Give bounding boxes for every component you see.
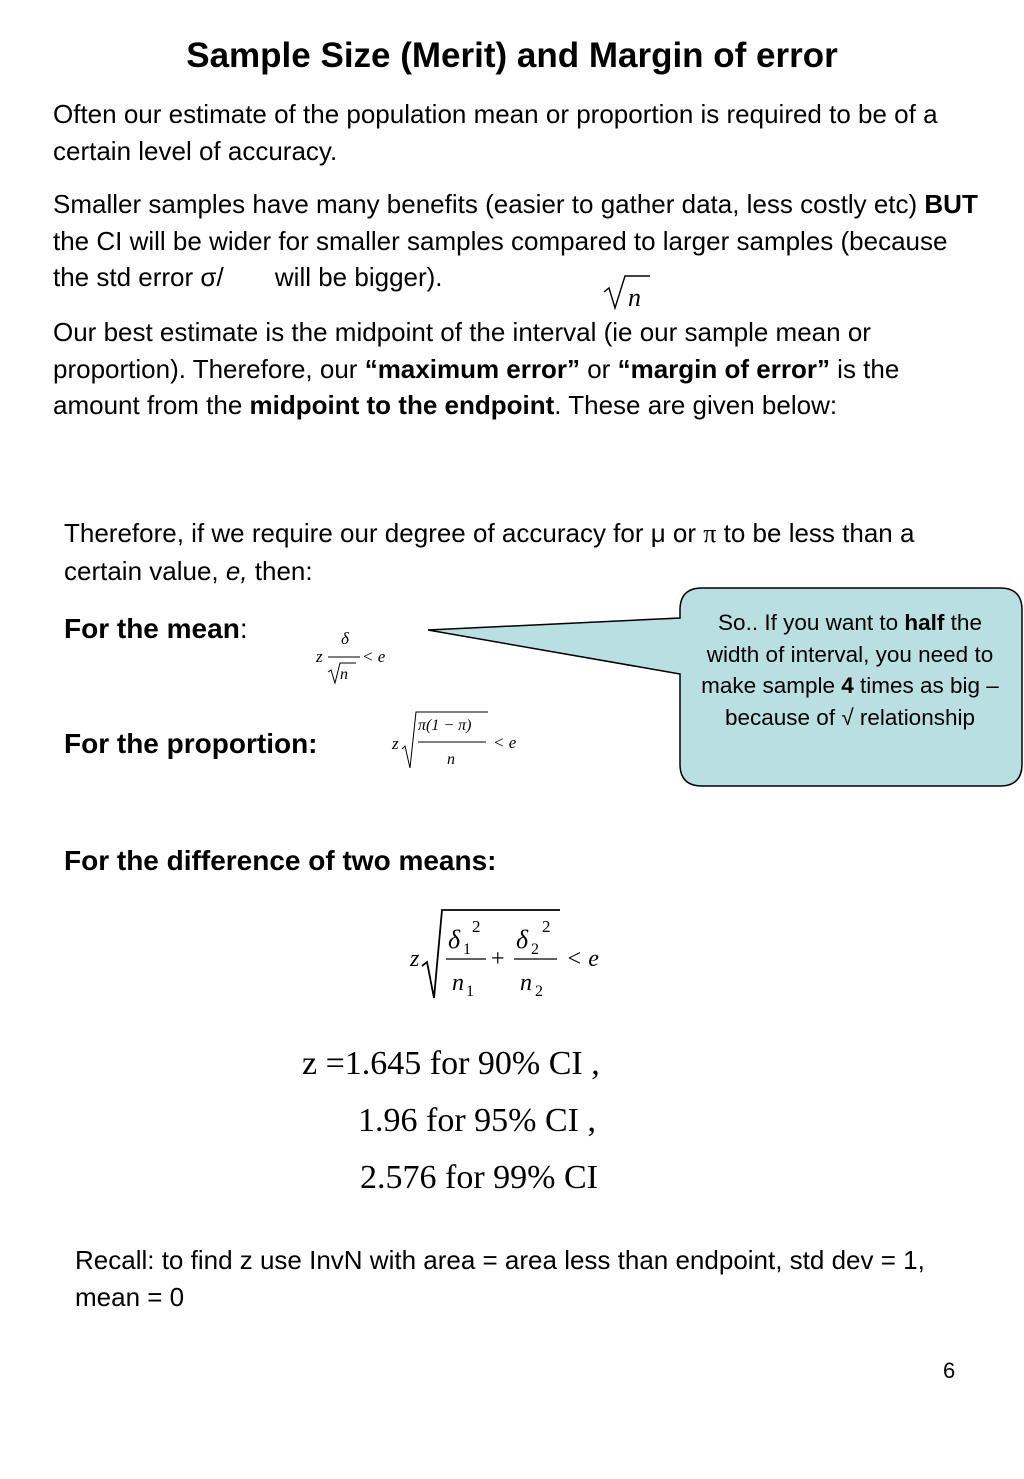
callout-text [692, 607, 1008, 733]
intro-p3-text: Our best estimate is the midpoint of the interval (ie our sample mean or proportion). Therefore, our [53, 317, 871, 384]
callout-text-2: the width of interval, you need to make sample [701, 610, 994, 698]
accuracy-pi: π [703, 519, 717, 548]
accuracy-statement [64, 515, 964, 589]
difference-n-1: n [452, 970, 464, 996]
proportion-formula [386, 706, 536, 772]
proportion-label: For the proportion: [64, 728, 318, 759]
mean-formula-rel: < e [362, 647, 386, 666]
intro-p2-text: Smaller samples have many benefits (easier to gather data, less costly etc) [53, 189, 925, 219]
z-value-line-2: 1.96 for 95% CI , [358, 1102, 596, 1139]
z-value-line-1: z =1.645 for 90% CI , [302, 1045, 600, 1082]
difference-n-1-sub: 1 [466, 983, 474, 1000]
std-error-sqrt-n [600, 264, 660, 314]
intro-p3-text-3: . These are given below: [554, 390, 838, 420]
mean-label-text: For the mean [64, 613, 240, 644]
proportion-formula-z: z [392, 734, 399, 753]
difference-delta-2-sup: 2 [542, 917, 551, 936]
proportion-formula-n: n [447, 751, 455, 768]
intro-paragraph-2 [53, 186, 983, 296]
callout-four: 4 [841, 673, 854, 698]
intro-p2-text-3: will be bigger). [267, 262, 443, 292]
intro-paragraph-1: Often our estimate of the population mean or proportion is required to be of a certain level of accuracy. [53, 99, 938, 166]
mean-formula-n: n [340, 666, 348, 683]
intro-p3-max-error: “maximum error” [364, 353, 580, 384]
difference-n-2: n [520, 970, 532, 996]
intro-p2-text-2: the CI will be wider for smaller samples compared to larger samples (because the std error σ/ [53, 225, 948, 292]
recall-note: Recall: to find z use InvN with area = area less than endpoint, std dev = 1, mean = 0 [75, 1245, 925, 1312]
difference-formula [400, 902, 620, 1012]
difference-delta-1: δ [448, 925, 461, 954]
accuracy-text-3: then: [247, 555, 313, 586]
difference-n-2-sub: 2 [535, 983, 543, 1000]
difference-delta-1-sup: 2 [472, 917, 481, 936]
difference-rel: < e [566, 946, 599, 972]
accuracy-text-2: to be less than a certain value, [64, 518, 915, 586]
difference-plus: + [491, 946, 505, 972]
difference-delta-1-sub: 1 [463, 941, 471, 958]
intro-p3-or: or [580, 353, 618, 384]
page-number: 6 [943, 1358, 956, 1383]
intro-p3-midpoint: midpoint to the endpoint [249, 390, 555, 420]
slide-title: Sample Size (Merit) and Margin of error [186, 36, 838, 75]
difference-delta-2-sub: 2 [531, 941, 539, 958]
intro-p2-but: BUT [924, 189, 978, 219]
mean-label-colon: : [239, 613, 248, 644]
difference-delta-2: δ [516, 925, 529, 954]
z-value-line-3: 2.576 for 99% CI [360, 1159, 598, 1196]
intro-p3-text-2: is the amount from the [53, 353, 900, 420]
mean-formula-z: z [316, 647, 323, 666]
accuracy-text: Therefore, if we require our degree of accuracy for μ or [64, 518, 704, 548]
callout-text-1: So.. If you want to [718, 610, 905, 635]
callout-half: half [904, 610, 945, 635]
proportion-formula-rel: < e [493, 733, 517, 752]
mean-formula [310, 626, 400, 692]
mean-label [64, 612, 248, 646]
difference-formula-z: z [410, 946, 420, 972]
mean-formula-delta: δ [341, 629, 349, 648]
callout-text-3: times as big – because of √ relationship [724, 673, 999, 730]
std-error-n: n [628, 283, 641, 312]
proportion-formula-num: π(1 − π) [418, 717, 472, 734]
intro-p3-margin-error: “margin of error” [617, 353, 830, 384]
difference-label: For the difference of two means: [64, 845, 497, 876]
accuracy-e: e, [225, 555, 248, 586]
intro-paragraph-3 [53, 314, 983, 424]
